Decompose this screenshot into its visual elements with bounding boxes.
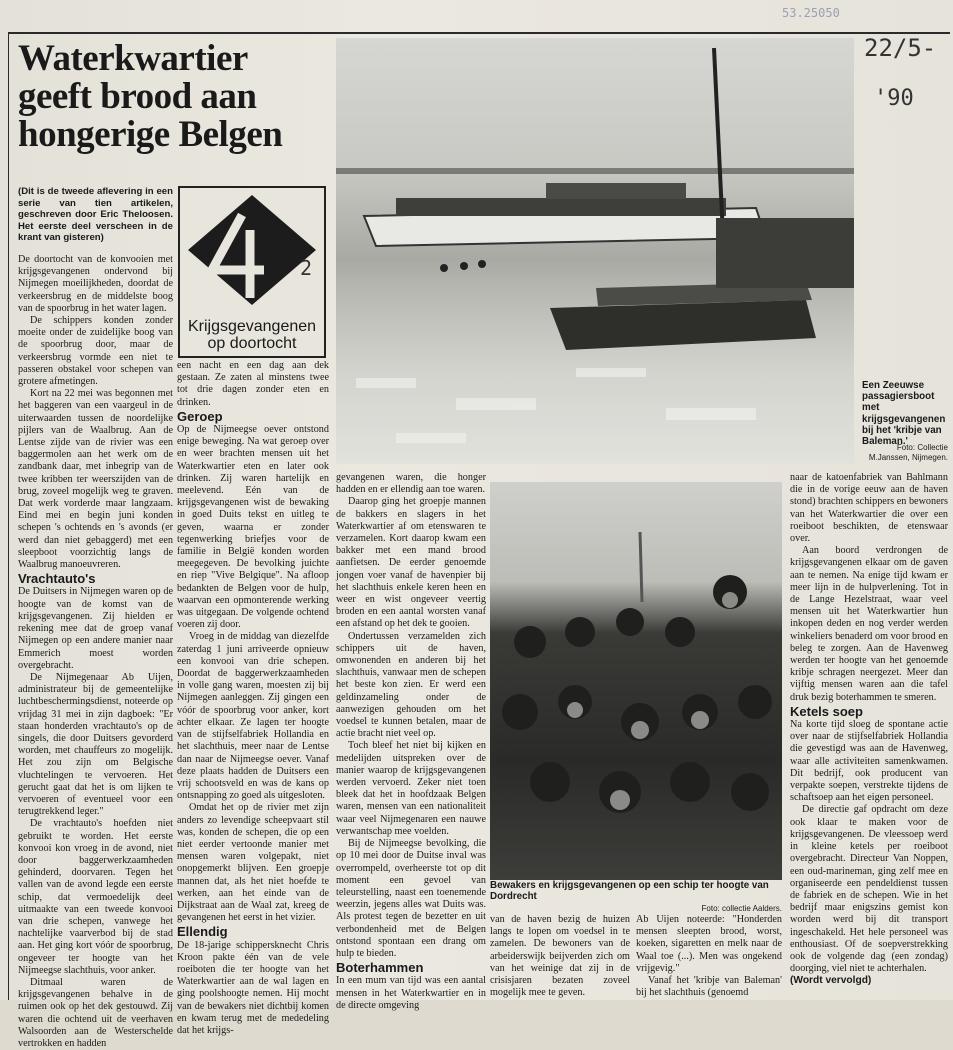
paragraph: Ab Uijen noteerde: "Honderden mensen sleepten brood, worst, koeken, sigaretten en melk naar de Waal toe (...). Men was ongekend vrijgevig." bbox=[636, 914, 782, 974]
paragraph: een nacht en een dag aan dek gestaan. Ze zaten al minstens twee tot drie dagen zonder eten en drinken. bbox=[177, 360, 329, 408]
paragraph: Ditmaal waren de krijgsgevangenen behalve in de ruimen ook op het dek gestouwd. Zij waren die ochtend uit de veerhaven Walsoorden aan de Westerschelde vertrokken en hadden bbox=[18, 976, 173, 1049]
paragraph: Bij de Nijmeegse bevolking, die op 10 mei door de Duitse inval was overrompeld, overheerste tot op dit moment een gevoel van teleurstelling, naast een toenemende weerzin, jegens alles wat Duits was. Als protest tegen de bezetter en uit verbondenheid met de Belgen ontstond spontaan een drang om hulp te bieden. bbox=[336, 838, 486, 959]
paragraph: Aan boord verdrongen de krijgsgevangenen elkaar om de gaven aan te nemen. Na enige tijd kwam er meer lijn in de hulpverlening. Tot in de Lange Hezelstraat, waar veel mensen uit het Waterkwartier hun inkopen deden en nog verder werden winkeliers benaderd om voor brood en beleg te zorgen. Aan de Havenweg werden ter hoogte van het genoemde kribje schragen neergezet. Meer dan vijftig mensen waren aan die tafel druk bezig boterhammen te smeren. bbox=[790, 545, 948, 703]
archive-stamp: 53.25050 bbox=[782, 6, 840, 20]
paragraph: Daarop ging het groepje mannen de bakkers en slagers in het Waterkwartier af om etenswaren te verzamelen. Kort daarop kwam een bakker met een mand brood aanfietsen. De eerder genoemde jongen voer vanaf de havenpier bij het slachthuis enkele keren heen en weer en wist ongeveer veertig broden en een aantal worsten vanaf een afstand op het dek te gooien. bbox=[336, 496, 486, 630]
series-number: 2 bbox=[299, 256, 312, 280]
photo-passenger-boat bbox=[336, 38, 854, 464]
top-rule bbox=[8, 32, 950, 34]
column-3 bbox=[336, 472, 486, 1011]
paragraph: De Duitsers in Nijmegen waren op de hoogte van de komst van de krijgsgevangenen. Zij hielden er rekening mee dat de groep vanaf Nijmegen op een andere manier naar Emmerich moest worden overgebracht. bbox=[18, 586, 173, 671]
paragraph: De Nijmegenaar Ab Uijen, administrateur bij de gemeentelijke luchtbeschermingsdienst, noteerde op vrijdag 31 mei in zijn dagboek: "Er staan honderden vrachtauto's op de singels, die door Duitsers gevorderd worden, met chauffeurs zo mogelijk. Het zou zijn om Belgische vluchtelingen te vervoeren. Het gerucht gaat dat het is om lijken te vervoeren of eventueel voor een terugtrekkend leger." bbox=[18, 671, 173, 818]
photo1-credit: Foto: Collectie M.Janssen, Nijmegen. bbox=[868, 443, 948, 462]
paragraph: De schippers konden zonder moeite onder de zuidelijke boog van de spoorbrug door, maar de verkeersbrug vormde een niet te passeren obstakel voor schepen van grotere afmetingen. bbox=[18, 315, 173, 388]
arrow-4-logo-icon bbox=[182, 190, 322, 310]
paragraph: In een mum van tijd was een aantal mensen in het Waterkwartier en in de directe omgeving bbox=[336, 975, 486, 1011]
paragraph: De vrachtauto's hoefden niet gebruikt te worden. Het eerste konvooi kon vroeg in de avond, niet door baggerwerkzaamheden gehinderd, doorvaren. Tegen het vallen van de avond legde een eerste schip, dat vermoedelijk deel uitmaakte van een tweede konvooi van drie schepen, vanwege het nachtelijke vaarverbod bij de stad aan. Het ging kort vóór de spoorbrug, ongeveer ter hoogte van het Nijmeegse slachthuis, voor anker. bbox=[18, 818, 173, 976]
paragraph: Na korte tijd sloeg de spontane actie over naar de stijfselfabriek Hollandia die gevestigd was aan de Havenweg, waar alle activiteiten samenkwamen. Dit bedrijf, ook producent van verpakte soepen, verstrekte tijdens de schaftsoep aan het eigen personeel. bbox=[790, 719, 948, 804]
paragraph: De doortocht van de konvooien met krijgsgevangenen ondervond bij Nijmegen moeilijkheden, doordat de verkeersbrug en de middelste boog van de spoorbrug in het water lagen. bbox=[18, 254, 173, 314]
subheading: Ellendig bbox=[177, 924, 228, 940]
column-5 bbox=[636, 914, 782, 998]
photo-prisoners-on-ship bbox=[490, 482, 782, 880]
left-rule bbox=[8, 32, 9, 1000]
paragraph: De directie gaf opdracht om deze ook klaar te maken voor de krijgsgevangenen. De vleessoep werd in kleine ketels per roeiboot overgebracht. Directeur Van Noppen, een oud-marineman, ging zelf mee en organiseerde een pendeldienst tussen de fabriek en de schepen. Wie in het bedrijf maar enigszins gemist kon worden werd bij dit transport ingeschakeld. Het hele personeel was enthousiast. Of de soepverstrekking ook de volgende dag (een zondag) doorging, viel niet te achterhalen. bbox=[790, 804, 948, 975]
paragraph: naar de katoenfabriek van Bahlmann die in de vorige eeuw aan de haven stond) brachten schippers en bewoners van het Waterkwartier die over een roeiboot beschikten, de etenswaar over. bbox=[790, 472, 948, 545]
subheading: Geroep bbox=[177, 408, 223, 424]
paragraph: van de haven bezig de huizen langs te lopen om voedsel in te zamelen. De bewoners van de arbeiderswijk beijverden zich om van het weinige dat zij in de crisisjaren bezaten zoveel mogelijk mee te geven. bbox=[490, 914, 630, 999]
photo2-caption: Bewakers en krijgsgevangenen op een schip ter hoogte van Dordrecht bbox=[490, 880, 769, 903]
paragraph: Omdat het op de rivier met zijn anders zo levendige scheepvaart stil was, konden de schepen, die op een niet eerder vertoonde manier met mensen waren volgepakt, niet onopgemerkt blijven. Een groepje mannen dat, als het niet hoefde te werken, aan het einde van de Dijkstraat aan de Waal zat, kreeg de gevangenen het eerst in het vizier. bbox=[177, 802, 329, 924]
series-logo bbox=[178, 186, 326, 358]
article-intro: (Dit is de tweede aflevering in een serie van tien artikelen, geschreven door Eric Theloosen. Het eerste deel verscheen in de krant van gisteren) bbox=[18, 186, 173, 243]
subheading: Ketels soep bbox=[790, 703, 863, 719]
paragraph: gevangenen waren, die honger hadden en er ellendig aan toe waren. bbox=[336, 472, 486, 496]
column-6 bbox=[790, 472, 948, 998]
handwritten-date: 22/5- bbox=[864, 34, 937, 62]
paragraph: Ondertussen verzamelden zich schippers uit de haven, omwonenden en anderen bij het slachthuis, vanwaar men de schepen het beste kon zien. Er werd een geldinzameling onder de aanwezigen gehouden om het voedsel te kunnen betalen, maar de actie bracht niet veel op. bbox=[336, 630, 486, 740]
photo1-caption: Een Zeeuwse passagiersboot met krijgsgevangenen bij het 'kribje van Baleman.' bbox=[862, 380, 946, 448]
subheading: Vrachtauto's bbox=[18, 571, 96, 587]
paragraph: Op de Nijmeegse oever ontstond enige beweging. Na wat geroep over en weer brachten mensen uit het Waterkwartier eten en later ook drinken. Zij waren hartelijk en meelevend. Eén van de krijgsgevangenen wist de bewaking in goed Duits tekst en uitleg te geven, waarna er zonder tegenwerking briefjes voor de familie in België konden worden meegegeven. De bevolking juichte en riep "Vive Belgique". Na afloop bedankten de Belgen voor de hulp, waarvan een opmonterende werking was uitgegaan. De volgende ochtend voeren zij door. bbox=[177, 424, 329, 631]
column-1 bbox=[18, 254, 173, 1049]
column-4 bbox=[490, 914, 630, 998]
crowd-scene-icon bbox=[490, 482, 782, 880]
photo2-credit: Foto: collectie Aalders. bbox=[701, 904, 782, 913]
paragraph: De 18-jarige schippersknecht Chris Kroon pakte één van de vele roeiboten die ter hoogte van het Waterkwartier aan de wal lagen en ging poolshoogte nemen. Hij mocht van de bewakers niet dichtbij komen en kwam terug met de mededeling dat het krijgs- bbox=[177, 939, 329, 1036]
subheading: Boterhammen bbox=[336, 960, 424, 976]
paragraph: Vroeg in de middag van diezelfde zaterdag 1 juni arriveerde opnieuw een konvooi van drie schepen. Doordat de baggerwerkzaamheden in volle gang waren, moesten zij bij Nijmegen aanleggen. Zij gingen een vóór de spoorbrug voor anker, kort achter elkaar. Ze lagen ter hoogte van de stijfselfabriek Hollandia en het slachthuis, meer naar de Lentse dan naar de Nijmeegse oever. Vanaf deze plaats hadden de Duitsers een vrij schootsveld en was de kans op ontsnapping zo goed als uitgesloten. bbox=[177, 631, 329, 802]
handwritten-year: '90 bbox=[874, 86, 914, 111]
paragraph: Vanaf het 'kribje van Baleman' bij het slachthuis (genoemd bbox=[636, 975, 782, 999]
column-2 bbox=[177, 360, 329, 1036]
boat-scene-icon bbox=[336, 38, 854, 464]
headline: Waterkwartier geeft brood aan hongerige Belgen bbox=[18, 38, 283, 155]
series-label: Krijgsgevangenen op doortocht bbox=[187, 318, 317, 352]
paragraph: Kort na 22 mei was begonnen met het baggeren van een vaargeul in de uiterwaarden tussen de noordelijke pijlers van de Waalbrug. Aan de Lentse zijde van de rivier was een baggermolen aan het werk om de zandbank daar, met inbegrip van de twee kribben ter weerszijden van de brug, zoveel mogelijk weg te graven. Dat werk vorderde maar langzaam. Eind mei en begin juni konden schepen 's ochtends en 's avonds (er werd dan niet gebaggerd) met een sleepboot voorzichtig langs de Waalbrug manoeuvreren. bbox=[18, 388, 173, 571]
paragraph: Toch bleef het niet bij kijken en medelijden uitspreken over de manier waarop de krijgsgevangenen werden vervoerd. Zeker niet toen bleek dat het in hoofdzaak Belgen waren, mensen van een nationaliteit waar veel Nijmegenaren een nauwe verwantschap mee voelden. bbox=[336, 740, 486, 837]
to-be-continued: (Wordt vervolgd) bbox=[790, 975, 872, 987]
